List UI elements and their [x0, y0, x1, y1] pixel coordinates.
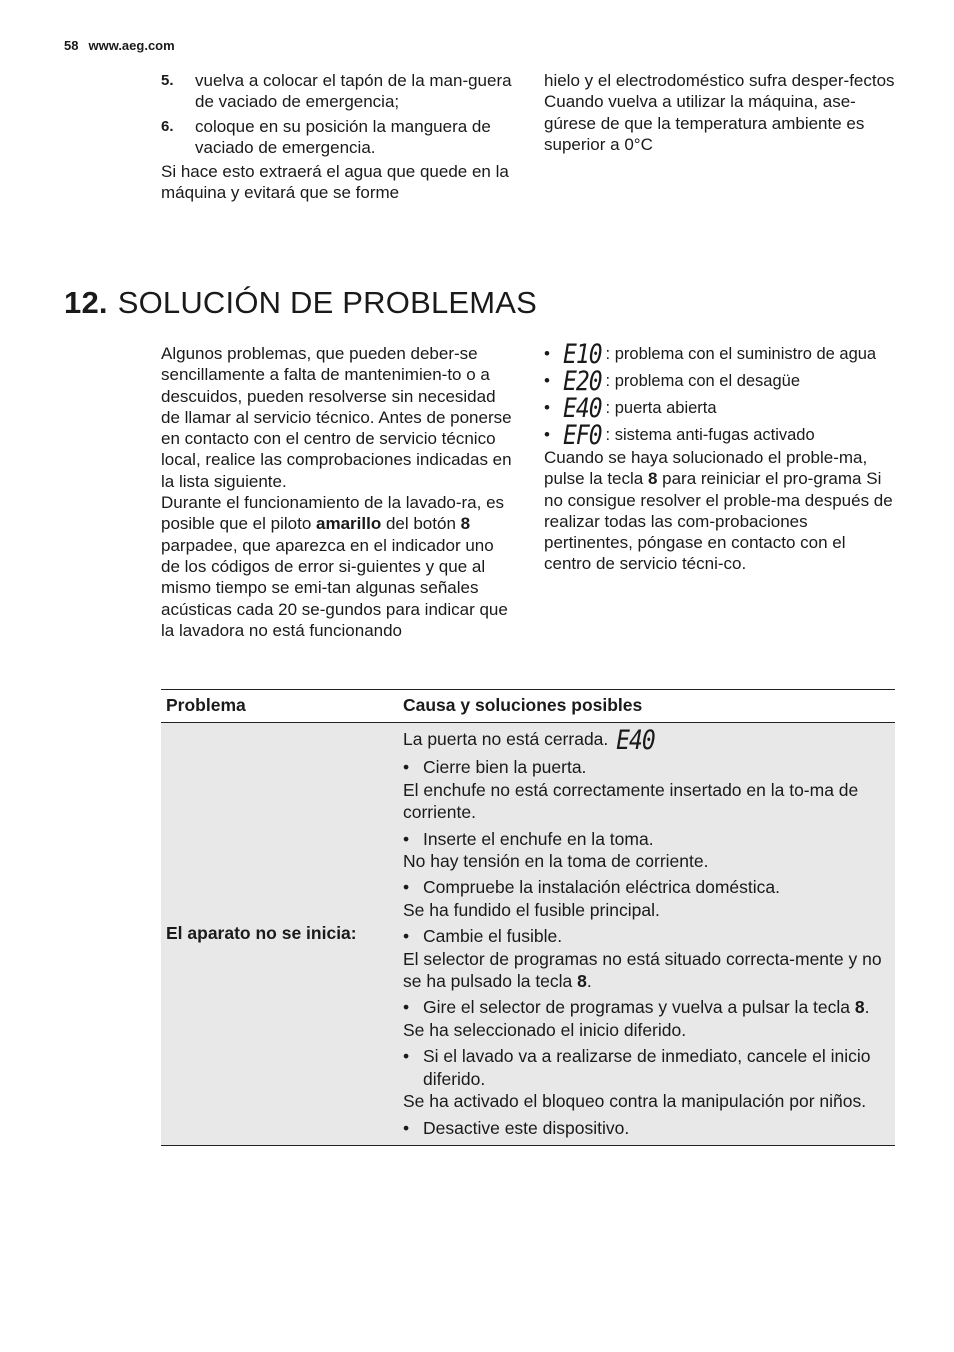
error-desc: : puerta abierta	[605, 399, 717, 417]
error-code: E40	[616, 726, 655, 757]
cause-line: Se ha activado el bloqueo contra la manipulación por niños.	[403, 1091, 867, 1112]
step-text: vuelva a colocar el tapón de la man-guera de vaciado de emergencia;	[195, 71, 512, 112]
error-code: EF0	[563, 421, 602, 451]
step-text: coloque en su posición la manguera de vaciado de emergencia.	[195, 116, 491, 157]
solution-text: Cierre bien la puerta.	[423, 757, 587, 778]
intro-text: del botón	[381, 514, 461, 534]
cause-line: Se ha fundido el fusible principal.	[403, 899, 660, 920]
cause-bold: 8	[577, 971, 587, 992]
solution-text: .	[864, 997, 870, 1018]
bullet-icon: •	[403, 1046, 410, 1067]
cause-text: El selector de programas no está situado correcta-mente y no se ha pulsado la tecla	[403, 948, 882, 992]
cause-line: Se ha seleccionado el inicio diferido.	[403, 1019, 687, 1040]
error-desc: : problema con el desagüe	[605, 372, 801, 390]
cause-text: .	[586, 971, 592, 992]
column-header-problem: Problema	[161, 690, 398, 723]
after-codes-text: Cuando se haya solucionado el proble-ma, pulse la tecla	[544, 448, 868, 489]
temperature-paragraph: Cuando vuelva a utilizar la máquina, ase-gúrese de que la temperatura ambiente es superior a 0°C	[544, 92, 865, 154]
cause-text: La puerta no está cerrada.	[403, 729, 609, 750]
bullet-icon: •	[544, 344, 550, 363]
error-codes-column	[544, 340, 896, 575]
bullet-icon: •	[403, 997, 410, 1018]
intro-paragraph: Algunos problemas, que pueden deber-se sencillamente a falta de mantenimien-to o a descuidos, pueden resolverse sin necesidad de llamar al servicio técnico. Antes de ponerse en contacto con el centro de servicio técnico local, realice las comprobaciones indicadas en la lista siguiente.	[161, 344, 512, 491]
cause-line	[403, 948, 891, 993]
problem-cell: El aparato no se inicia:	[161, 723, 398, 1146]
error-desc: : sistema anti-fugas activado	[605, 426, 815, 444]
top-left-column	[161, 70, 516, 204]
damage-paragraph: hielo y el electrodoméstico sufra desper-fectos	[544, 71, 895, 90]
solution-item	[403, 1045, 891, 1090]
intro-column	[161, 343, 516, 641]
bullet-icon: •	[403, 1117, 410, 1138]
error-code: E20	[563, 367, 602, 397]
website-link[interactable]: www.aeg.com	[88, 38, 175, 53]
intro-bold-text: 8	[460, 514, 471, 534]
error-code: E10	[563, 340, 602, 370]
step-item	[161, 70, 516, 113]
error-code: E40	[563, 394, 602, 424]
step-item	[161, 116, 516, 159]
after-codes-text: para reiniciar el pro-grama Si no consigue resolver el proble-ma después de realizar todas las com-probaciones pertinentes, póngase en contacto con el centro de servicio técni-co.	[544, 469, 893, 574]
bullet-icon: •	[403, 926, 410, 947]
drain-paragraph: Si hace esto extraerá el agua que quede en la máquina y evitará que se forme	[161, 162, 509, 203]
table-row	[161, 723, 895, 1146]
solution-text: Si el lavado va a realizarse de inmediato, cancele el inicio diferido.	[423, 1046, 871, 1089]
solution-item	[403, 876, 891, 898]
cause-line: El enchufe no está correctamente insertado en la to-ma de corriente.	[403, 779, 859, 823]
section-title	[64, 283, 537, 323]
solution-text: Cambie el fusible.	[423, 926, 563, 947]
error-code-item	[544, 340, 896, 370]
solution-item	[403, 1117, 891, 1139]
bullet-icon: •	[544, 425, 550, 444]
intro-text: parpadee, que aparezca en el indicador uno de los códigos de error si-guientes y que al mismo tiempo se emi-tan algunas señales acústicas cada 20 se-gundos para indicar que la lavadora no está funcionando	[161, 535, 508, 640]
intro-text: Durante el funcionamiento de la lavado-ra, es posible que el piloto	[161, 493, 505, 534]
solution-item	[403, 925, 891, 947]
column-header-cause: Causa y soluciones posibles	[398, 690, 895, 723]
troubleshooting-table	[161, 689, 895, 1146]
bullet-icon: •	[544, 371, 550, 390]
error-code-item	[544, 367, 896, 397]
solution-text: Desactive este dispositivo.	[423, 1117, 630, 1138]
bullet-icon: •	[403, 877, 410, 898]
cause-line	[403, 726, 891, 757]
after-codes-bold: 8	[647, 469, 658, 489]
solution-item	[403, 828, 891, 850]
solution-text: Compruebe la instalación eléctrica doméstica.	[423, 877, 780, 898]
intro-paragraph-2	[161, 492, 516, 641]
top-right-column	[544, 70, 896, 155]
cause-line: No hay tensión en la toma de corriente.	[403, 851, 709, 872]
solution-text: Inserte el enchufe en la toma.	[423, 828, 654, 849]
section-heading: SOLUCIÓN DE PROBLEMAS	[117, 285, 538, 320]
solution-text: Gire el selector de programas y vuelva a pulsar la tecla	[423, 997, 855, 1018]
page-number: 58	[64, 38, 79, 53]
solution-item	[403, 756, 891, 778]
intro-bold-text: amarillo	[316, 514, 382, 534]
page-header	[64, 38, 175, 53]
error-code-item	[544, 394, 896, 424]
bullet-icon: •	[403, 828, 410, 849]
bullet-icon: •	[403, 757, 410, 778]
after-codes-paragraph	[544, 447, 896, 575]
error-desc: : problema con el suministro de agua	[605, 345, 877, 363]
bullet-icon: •	[544, 398, 550, 417]
solution-bold: 8	[854, 997, 865, 1018]
table-header-row	[161, 690, 895, 723]
step-number: 5.	[161, 72, 174, 89]
step-number: 6.	[161, 117, 174, 135]
error-code-item	[544, 421, 896, 451]
solution-item	[403, 996, 891, 1018]
cause-cell	[398, 723, 895, 1146]
section-number: 12.	[64, 285, 108, 320]
